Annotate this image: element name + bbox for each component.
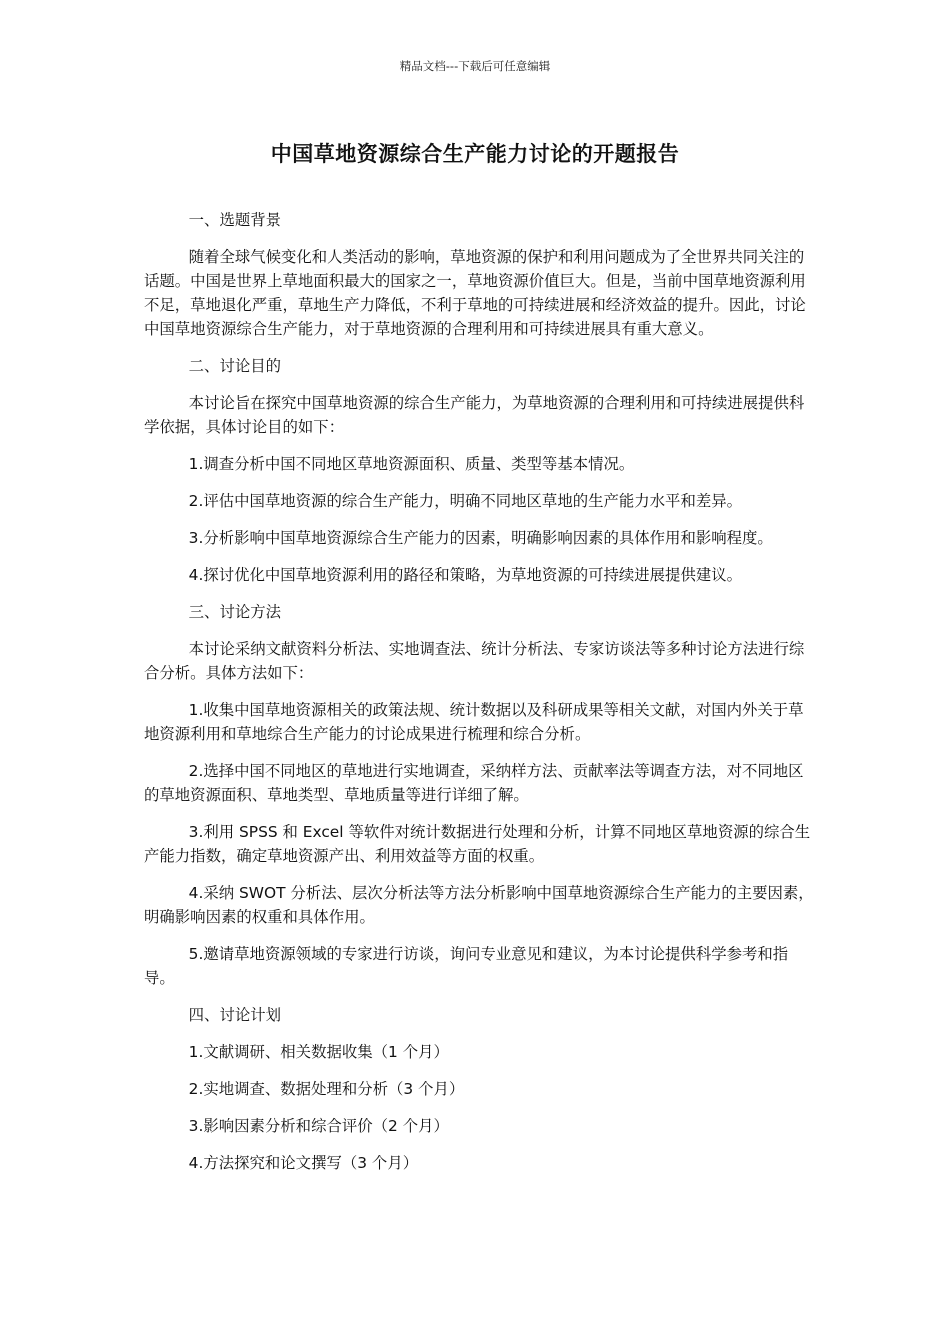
method-item-3: 3.利用 SPSS 和 Excel 等软件对统计数据进行处理和分析，计算不同地区草地资源的综合生产能力指数，确定草地资源产出、利用效益等方面的权重。	[144, 823, 811, 865]
section-heading-plan: 四、讨论计划	[188, 1006, 282, 1024]
method-item-5: 5.邀请草地资源领域的专家进行访谈，询问专业意见和建议，为本讨论提供科学参考和指导。	[144, 945, 789, 987]
method-item-4: 4.采纳 SWOT 分析法、层次分析法等方法分析影响中国草地资源综合生产能力的主要因素，明确影响因素的权重和具体作用。	[144, 884, 814, 926]
purpose-item-2: 2.评估中国草地资源的综合生产能力，明确不同地区草地的生产能力水平和差异。	[188, 492, 743, 510]
section-heading-purpose: 二、讨论目的	[188, 357, 282, 375]
method-item-2: 2.选择中国不同地区的草地进行实地调查，采纳样方法、贡献率法等调查方法，对不同地区的草地资源面积、草地类型、草地质量等进行详细了解。	[144, 762, 804, 804]
section-heading-background: 一、选题背景	[188, 211, 282, 229]
method-item-1: 1.收集中国草地资源相关的政策法规、统计数据以及科研成果等相关文献，对国内外关于草地资源利用和草地综合生产能力的讨论成果进行梳理和综合分析。	[144, 701, 804, 743]
page-header: 精品文档---下载后可任意编辑	[399, 59, 551, 73]
plan-item-1: 1.文献调研、相关数据收集（1 个月）	[188, 1043, 449, 1061]
purpose-item-3: 3.分析影响中国草地资源综合生产能力的因素，明确影响因素的具体作用和影响程度。	[188, 529, 773, 547]
purpose-item-4: 4.探讨优化中国草地资源利用的路径和策略，为草地资源的可持续进展提供建议。	[188, 566, 743, 584]
plan-item-2: 2.实地调查、数据处理和分析（3 个月）	[188, 1080, 465, 1098]
plan-item-4: 4.方法探究和论文撰写（3 个月）	[188, 1154, 419, 1172]
paragraph-background: 随着全球气候变化和人类活动的影响，草地资源的保护和利用问题成为了全世界共同关注的话题。中国是世界上草地面积最大的国家之一，草地资源价值巨大。但是，当前中国草地资源利用不足，草地退化严重，草地生产力降低，不利于草地的可持续进展和经济效益的提升。因此，讨论中国草地资源综合生产能力，对于草地资源的合理利用和可持续进展具有重大意义。	[144, 248, 806, 338]
paragraph-methods-intro: 本讨论采纳文献资料分析法、实地调查法、统计分析法、专家访谈法等多种讨论方法进行综合分析。具体方法如下：	[144, 640, 805, 682]
paragraph-purpose-intro: 本讨论旨在探究中国草地资源的综合生产能力，为草地资源的合理利用和可持续进展提供科学依据，具体讨论目的如下：	[144, 394, 805, 436]
document-title: 中国草地资源综合生产能力讨论的开题报告	[270, 142, 680, 166]
document-body	[144, 208, 814, 1188]
plan-item-3: 3.影响因素分析和综合评价（2 个月）	[188, 1117, 449, 1135]
section-heading-methods: 三、讨论方法	[188, 603, 282, 621]
purpose-item-1: 1.调查分析中国不同地区草地资源面积、质量、类型等基本情况。	[188, 455, 635, 473]
